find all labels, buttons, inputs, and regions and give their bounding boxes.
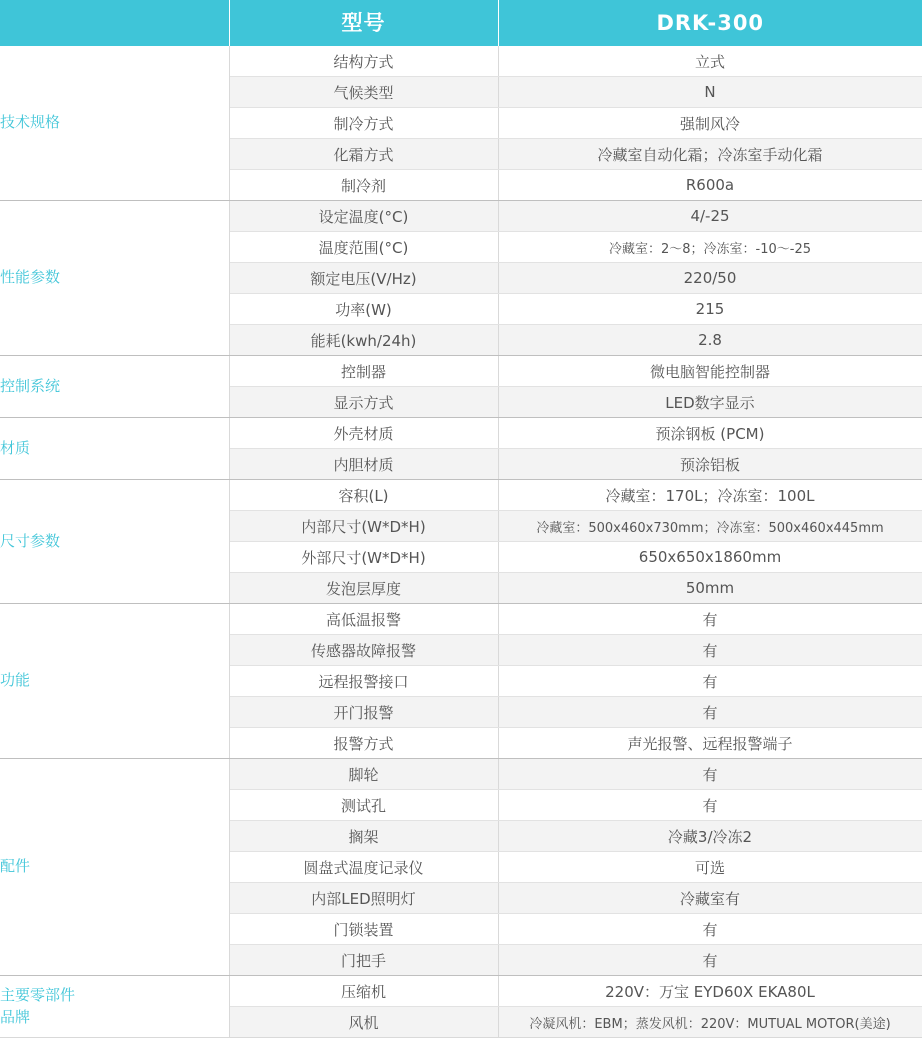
category-performance: 性能参数 xyxy=(0,201,229,356)
spec-item: 开门报警 xyxy=(229,697,498,728)
spec-value: 强制风冷 xyxy=(498,108,922,139)
spec-item: 脚轮 xyxy=(229,759,498,790)
spec-value: 预涂铝板 xyxy=(498,449,922,480)
spec-value: 冷藏室：170L；冷冻室：100L xyxy=(498,480,922,511)
spec-item: 外壳材质 xyxy=(229,418,498,449)
spec-item: 发泡层厚度 xyxy=(229,573,498,604)
table-header-row xyxy=(0,0,922,46)
spec-item: 控制器 xyxy=(229,356,498,387)
spec-value: 冷藏室有 xyxy=(498,883,922,914)
spec-item: 传感器故障报警 xyxy=(229,635,498,666)
spec-item: 门把手 xyxy=(229,945,498,976)
spec-value: R600a xyxy=(498,170,922,201)
spec-value: 冷凝风机：EBM；蒸发风机：220V：MUTUAL MOTOR(美途) xyxy=(498,1007,922,1038)
spec-value: LED数字显示 xyxy=(498,387,922,418)
category-functions: 功能 xyxy=(0,604,229,759)
spec-value: 有 xyxy=(498,666,922,697)
spec-item: 设定温度(°C) xyxy=(229,201,498,232)
spec-value: 有 xyxy=(498,790,922,821)
spec-item: 能耗(kwh/24h) xyxy=(229,325,498,356)
spec-value: 220/50 xyxy=(498,263,922,294)
table-row xyxy=(0,759,922,790)
table-row xyxy=(0,46,922,77)
spec-value: N xyxy=(498,77,922,108)
spec-value: 有 xyxy=(498,945,922,976)
spec-value: 冷藏室：2～8；冷冻室：-10～-25 xyxy=(498,232,922,263)
spec-value: 微电脑智能控制器 xyxy=(498,356,922,387)
spec-value: 可选 xyxy=(498,852,922,883)
spec-value: 50mm xyxy=(498,573,922,604)
spec-value: 声光报警、远程报警端子 xyxy=(498,728,922,759)
spec-value: 冷藏室自动化霜；冷冻室手动化霜 xyxy=(498,139,922,170)
spec-value: 有 xyxy=(498,914,922,945)
spec-item: 报警方式 xyxy=(229,728,498,759)
spec-item: 圆盘式温度记录仪 xyxy=(229,852,498,883)
table-row xyxy=(0,356,922,387)
spec-item: 门锁装置 xyxy=(229,914,498,945)
spec-value: 冷藏3/冷冻2 xyxy=(498,821,922,852)
header-blank-cell xyxy=(0,0,229,46)
spec-item: 测试孔 xyxy=(229,790,498,821)
spec-item: 化霜方式 xyxy=(229,139,498,170)
spec-item: 额定电压(V/Hz) xyxy=(229,263,498,294)
spec-value: 预涂钢板 (PCM) xyxy=(498,418,922,449)
category-control-system: 控制系统 xyxy=(0,356,229,418)
spec-item: 容积(L) xyxy=(229,480,498,511)
spec-value: 4/-25 xyxy=(498,201,922,232)
table-row xyxy=(0,480,922,511)
category-main-components-brand xyxy=(0,976,229,1038)
category-dimensions: 尺寸参数 xyxy=(0,480,229,604)
category-line-2: 品牌 xyxy=(0,1007,31,1026)
spec-item: 功率(W) xyxy=(229,294,498,325)
header-model-label: 型号 xyxy=(229,0,498,46)
spec-item: 温度范围(°C) xyxy=(229,232,498,263)
spec-item: 气候类型 xyxy=(229,77,498,108)
category-technical-specs: 技术规格 xyxy=(0,46,229,201)
table-row xyxy=(0,976,922,1007)
spec-value: 650x650x1860mm xyxy=(498,542,922,573)
spec-value: 有 xyxy=(498,635,922,666)
spec-value: 有 xyxy=(498,604,922,635)
spec-value: 立式 xyxy=(498,46,922,77)
spec-item: 高低温报警 xyxy=(229,604,498,635)
spec-item: 显示方式 xyxy=(229,387,498,418)
category-material: 材质 xyxy=(0,418,229,480)
spec-item: 压缩机 xyxy=(229,976,498,1007)
category-line-1: 主要零部件 xyxy=(0,985,76,1004)
spec-item: 外部尺寸(W*D*H) xyxy=(229,542,498,573)
spec-item: 内部尺寸(W*D*H) xyxy=(229,511,498,542)
spec-item: 制冷方式 xyxy=(229,108,498,139)
spec-value: 有 xyxy=(498,697,922,728)
spec-value: 2.8 xyxy=(498,325,922,356)
spec-item: 搁架 xyxy=(229,821,498,852)
spec-item: 风机 xyxy=(229,1007,498,1038)
table-row xyxy=(0,201,922,232)
spec-value: 有 xyxy=(498,759,922,790)
spec-item: 结构方式 xyxy=(229,46,498,77)
spec-item: 内胆材质 xyxy=(229,449,498,480)
table-row xyxy=(0,418,922,449)
spec-value: 220V：万宝 EYD60X EKA80L xyxy=(498,976,922,1007)
spec-item: 远程报警接口 xyxy=(229,666,498,697)
spec-value: 冷藏室：500x460x730mm；冷冻室：500x460x445mm xyxy=(498,511,922,542)
spec-item: 内部LED照明灯 xyxy=(229,883,498,914)
spec-value: 215 xyxy=(498,294,922,325)
header-model-value: DRK-300 xyxy=(498,0,922,46)
table-row xyxy=(0,604,922,635)
category-accessories: 配件 xyxy=(0,759,229,976)
spec-item: 制冷剂 xyxy=(229,170,498,201)
